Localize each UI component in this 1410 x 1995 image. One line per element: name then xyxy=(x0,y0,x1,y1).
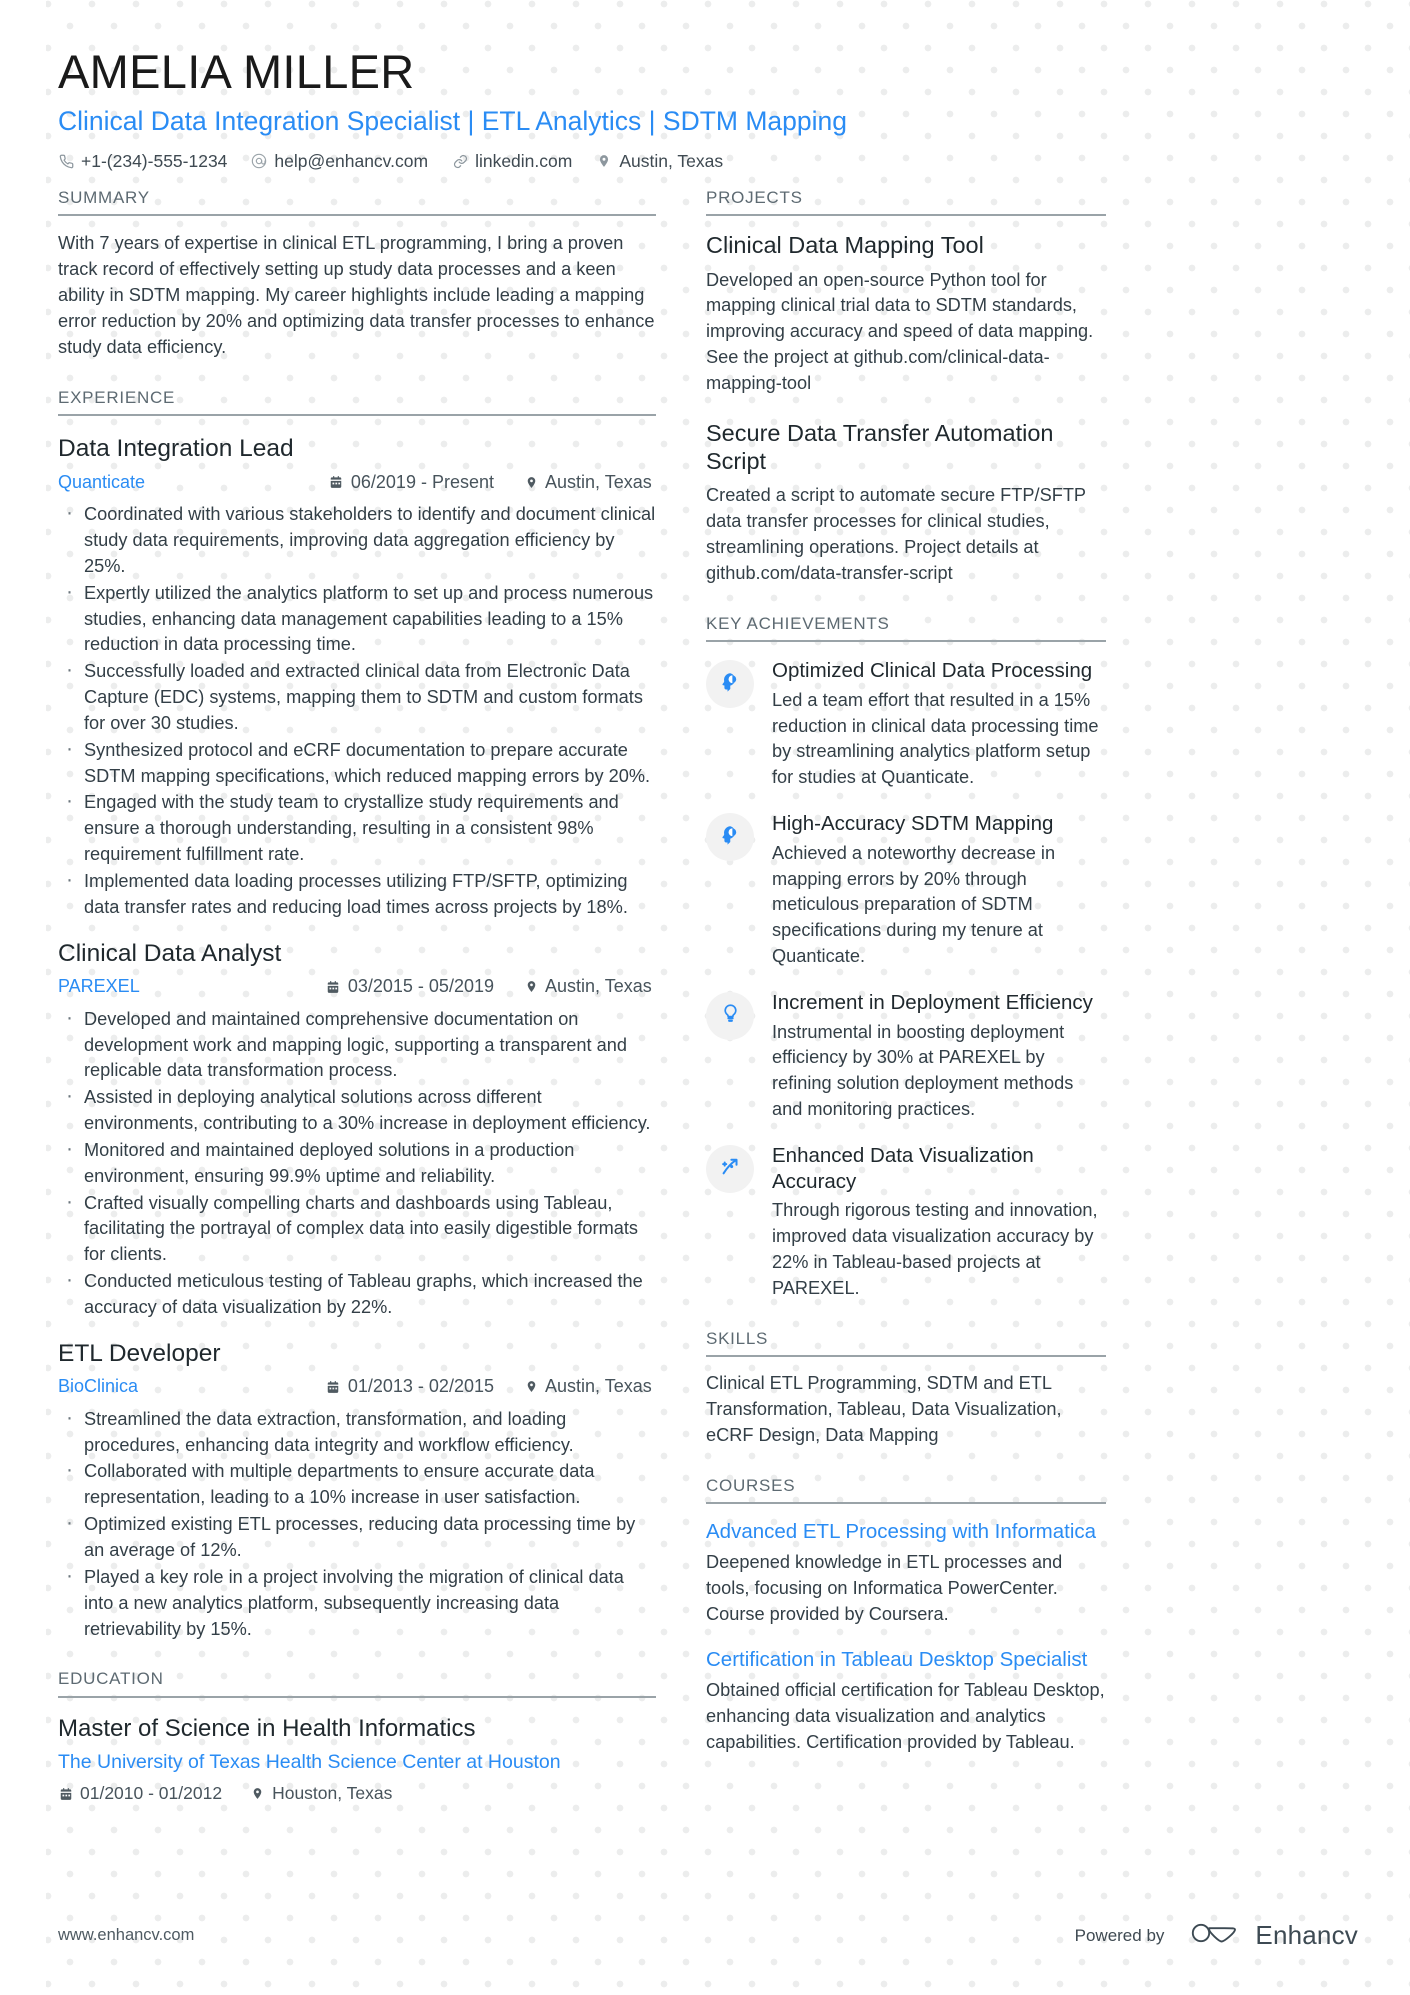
course-title[interactable]: Advanced ETL Processing with Informatica xyxy=(706,1520,1097,1544)
calendar-icon xyxy=(326,979,341,994)
contact-phone[interactable] xyxy=(58,151,227,172)
achievement-badge xyxy=(706,992,754,1040)
job-bullet: · Optimized existing ETL processes, reducing data processing time by an average of 12%. xyxy=(58,1512,656,1564)
achievement-item xyxy=(706,811,1106,970)
job-location xyxy=(524,1376,656,1398)
job-bullet: · Played a key role in a project involving the migration of clinical data into a new analytics platform, subsequently increasing data retrievability by 15%. xyxy=(58,1565,656,1643)
achievement-description: Led a team effort that resulted in a 15% reduction in clinical data processing time by streamlining analytics platform setup for studies at Quanticate. xyxy=(772,689,1099,788)
experience-entry xyxy=(58,1339,656,1643)
email-icon xyxy=(251,153,267,169)
location-pin-icon xyxy=(524,979,539,994)
job-bullets xyxy=(58,502,656,921)
job-date-text: 03/2015 - 05/2019 xyxy=(347,976,494,997)
job-title: Clinical Data Analyst xyxy=(58,939,282,967)
right-column xyxy=(706,188,1106,1756)
job-bullet: · Successfully loaded and extracted clinical data from Electronic Data Capture (EDC) systems, mapping them to SDTM and custom formats for over 30 studies. xyxy=(58,659,656,737)
job-bullet: · Engaged with the study team to crystallize study requirements and ensure a thorough understanding, resulting in a consistent 98% requirement fulfillment rate. xyxy=(58,790,656,868)
job-company[interactable]: BioClinica xyxy=(58,1376,139,1397)
contact-link[interactable] xyxy=(452,151,572,172)
calendar-icon xyxy=(58,1786,73,1801)
job-bullet: · Developed and maintained comprehensive documentation on development work and mapping logic, supporting a transparent and replicable data transformation process. xyxy=(58,1007,656,1085)
contact-location xyxy=(596,151,723,172)
job-location xyxy=(524,976,656,998)
project-title: Secure Data Transfer Automation Script xyxy=(706,419,1054,475)
contact-row xyxy=(58,151,1360,172)
experience-entry xyxy=(58,434,656,920)
lightbulb-icon xyxy=(720,1003,741,1029)
job-date-text: 01/2013 - 02/2015 xyxy=(347,1376,494,1397)
section-experience xyxy=(58,388,656,1643)
job-title: ETL Developer xyxy=(58,1339,221,1367)
job-bullet: · Implemented data loading processes utilizing FTP/SFTP, optimizing data transfer rates and reducing load times across projects by 18%. xyxy=(58,869,656,921)
contact-link-text: linkedin.com xyxy=(475,150,573,171)
experience-section-title: EXPERIENCE xyxy=(58,388,656,417)
achievement-description: Through rigorous testing and innovation, improved data visualization accuracy by 22% in Tableau-based projects at PAREXEL. xyxy=(772,1200,1098,1298)
job-company[interactable]: Quanticate xyxy=(58,471,146,492)
job-date xyxy=(326,976,494,998)
projects-section-title: PROJECTS xyxy=(706,188,1106,217)
calendar-icon xyxy=(329,475,344,490)
job-bullet: · Collaborated with multiple departments to ensure accurate data representation, leading to a 10% increase in user satisfaction. xyxy=(58,1459,656,1511)
section-courses xyxy=(706,1476,1106,1756)
education-school[interactable]: The University of Texas Health Science Center at Houston xyxy=(58,1750,561,1773)
achievement-title: Enhanced Data Visualization Accuracy xyxy=(772,1143,1034,1193)
education-meta xyxy=(58,1783,656,1804)
calendar-icon xyxy=(326,1379,341,1394)
achievement-body xyxy=(772,1143,1106,1302)
course-description: Obtained official certification for Tableau Desktop, enhancing data visualization and analytics capabilities. Certification provided by Tableau. xyxy=(706,1680,1105,1752)
footer-branding xyxy=(1075,1920,1358,1951)
project-title: Clinical Data Mapping Tool xyxy=(706,232,984,259)
course-title[interactable]: Certification in Tableau Desktop Specialist xyxy=(706,1648,1088,1672)
section-summary xyxy=(58,188,656,361)
job-bullet: · Crafted visually compelling charts and dashboards using Tableau, facilitating the portrayal of complex data into easily digestible formats for clients. xyxy=(58,1191,656,1269)
section-skills xyxy=(706,1329,1106,1449)
education-degree: Master of Science in Health Informatics xyxy=(58,1714,476,1742)
enhancv-logo xyxy=(1190,1920,1358,1951)
enhancv-mark-icon xyxy=(1190,1920,1242,1951)
job-date xyxy=(326,1376,494,1398)
contact-email[interactable] xyxy=(251,151,428,172)
job-bullet: · Conducted meticulous testing of Tableau graphs, which increased the accuracy of data visualization by 22%. xyxy=(58,1269,656,1321)
experience-entry xyxy=(58,939,656,1321)
education-location-text: Houston, Texas xyxy=(272,1783,393,1804)
achievement-badge xyxy=(706,660,754,708)
resume-columns xyxy=(58,188,1360,1804)
location-pin-icon xyxy=(524,475,539,490)
job-location-text: Austin, Texas xyxy=(545,471,652,492)
job-bullet: · Assisted in deploying analytical solutions across different environments, contributing to a 30% increase in deployment efficiency. xyxy=(58,1085,656,1137)
head-profile-icon xyxy=(719,824,741,851)
job-bullets xyxy=(58,1007,656,1321)
candidate-headline: Clinical Data Integration Specialist | ETL Analytics | SDTM Mapping xyxy=(58,105,847,136)
contact-location-text: Austin, Texas xyxy=(619,150,724,171)
education-entry xyxy=(58,1715,656,1804)
achievement-title: Increment in Deployment Efficiency xyxy=(772,990,1093,1014)
resume-header xyxy=(58,46,1360,172)
job-location-text: Austin, Texas xyxy=(545,1376,652,1397)
achievement-item xyxy=(706,1143,1106,1302)
job-bullet: · Coordinated with various stakeholders to identify and document clinical study data requirements, improving data aggregation efficiency by 25%. xyxy=(58,502,656,580)
job-bullets xyxy=(58,1407,656,1643)
contact-phone-text: +1-(234)-555-1234 xyxy=(81,150,228,171)
trending-arrow-icon xyxy=(719,1155,741,1182)
course-description: Deepened knowledge in ETL processes and tools, focusing on Informatica PowerCenter. Course provided by Coursera. xyxy=(706,1551,1063,1624)
left-column xyxy=(58,188,656,1804)
achievement-badge xyxy=(706,1145,754,1193)
achievement-item xyxy=(706,990,1106,1123)
location-pin-icon xyxy=(250,1786,265,1801)
summary-text: With 7 years of expertise in clinical ETL programming, I bring a proven track record of effectively setting up study data processes and a keen ability in SDTM mapping. My career highlights include leading a mapping error reduction by 20% and optimizing data transfer processes to enhance study data efficiency. xyxy=(58,233,655,357)
skills-section-title: SKILLS xyxy=(706,1329,1106,1358)
course-item xyxy=(706,1519,1106,1627)
achievement-title: High-Accuracy SDTM Mapping xyxy=(772,812,1054,836)
skills-text: Clinical ETL Programming, SDTM and ETL Transformation, Tableau, Data Visualization, eCRF Design, Data Mapping xyxy=(706,1373,1062,1445)
job-date-text: 06/2019 - Present xyxy=(350,471,494,492)
project-item xyxy=(706,231,1106,396)
candidate-name: AMELIA MILLER xyxy=(58,45,415,98)
achievement-title: Optimized Clinical Data Processing xyxy=(772,659,1093,683)
location-pin-icon xyxy=(596,153,612,169)
achievements-section-title: KEY ACHIEVEMENTS xyxy=(706,614,1106,643)
job-bullet: · Expertly utilized the analytics platform to set up and process numerous studies, enhancing data management capabilities leading to a 15% reduction in data processing time. xyxy=(58,581,656,659)
section-projects xyxy=(706,188,1106,587)
course-item xyxy=(706,1647,1106,1755)
achievement-description: Achieved a noteworthy decrease in mapping errors by 20% through meticulous preparation of SDTM specifications during my tenure at Quanticate. xyxy=(772,842,1056,967)
contact-email-text: help@enhancv.com xyxy=(274,150,429,171)
job-location xyxy=(524,472,656,494)
project-description: Created a script to automate secure FTP/SFTP data transfer processes for clinical studies, streamlining operations. Project details at github.com/data-transfer-script xyxy=(706,485,1086,583)
job-date xyxy=(329,472,494,494)
achievements-list xyxy=(706,658,1106,1301)
education-date xyxy=(58,1783,222,1804)
job-bullet: · Streamlined the data extraction, transformation, and loading procedures, enhancing data integrity and workflow efficiency. xyxy=(58,1407,656,1459)
project-description: Developed an open-source Python tool for mapping clinical trial data to SDTM standards, improving accuracy and speed of data mapping. See the project at github.com/clinical-data-mapping-tool xyxy=(706,269,1094,393)
courses-section-title: COURSES xyxy=(706,1476,1106,1505)
job-location-text: Austin, Texas xyxy=(545,976,652,997)
education-section-title: EDUCATION xyxy=(58,1669,656,1698)
education-date-text: 01/2010 - 01/2012 xyxy=(80,1783,223,1804)
section-education xyxy=(58,1669,656,1804)
link-icon xyxy=(452,153,468,169)
project-item xyxy=(706,419,1106,587)
page-footer xyxy=(0,1920,1410,1951)
job-meta xyxy=(58,976,656,998)
achievement-body xyxy=(772,811,1106,970)
achievement-item xyxy=(706,658,1106,791)
job-company[interactable]: PAREXEL xyxy=(58,976,140,997)
achievement-body xyxy=(772,658,1106,791)
enhancv-wordmark: Enhancv xyxy=(1255,1920,1358,1950)
section-key-achievements xyxy=(706,614,1106,1302)
job-meta xyxy=(58,1376,656,1398)
job-bullet: · Monitored and maintained deployed solutions in a production environment, ensuring 99.9% uptime and reliability. xyxy=(58,1138,656,1190)
achievement-description: Instrumental in boosting deployment efficiency by 30% at PAREXEL by refining solution deployment methods and monitoring practices. xyxy=(772,1021,1074,1120)
footer-url[interactable]: www.enhancv.com xyxy=(58,1926,195,1944)
achievement-badge xyxy=(706,813,754,861)
summary-section-title: SUMMARY xyxy=(58,188,656,217)
head-profile-icon xyxy=(719,671,741,698)
achievement-body xyxy=(772,990,1106,1123)
job-title: Data Integration Lead xyxy=(58,435,294,463)
location-pin-icon xyxy=(524,1379,539,1394)
job-bullet: · Synthesized protocol and eCRF documentation to prepare accurate SDTM mapping specifications, which reduced mapping errors by 20%. xyxy=(58,738,656,790)
phone-icon xyxy=(58,153,74,169)
job-meta xyxy=(58,472,656,494)
powered-by-label: Powered by xyxy=(1074,1925,1165,1945)
education-location xyxy=(250,1783,392,1804)
